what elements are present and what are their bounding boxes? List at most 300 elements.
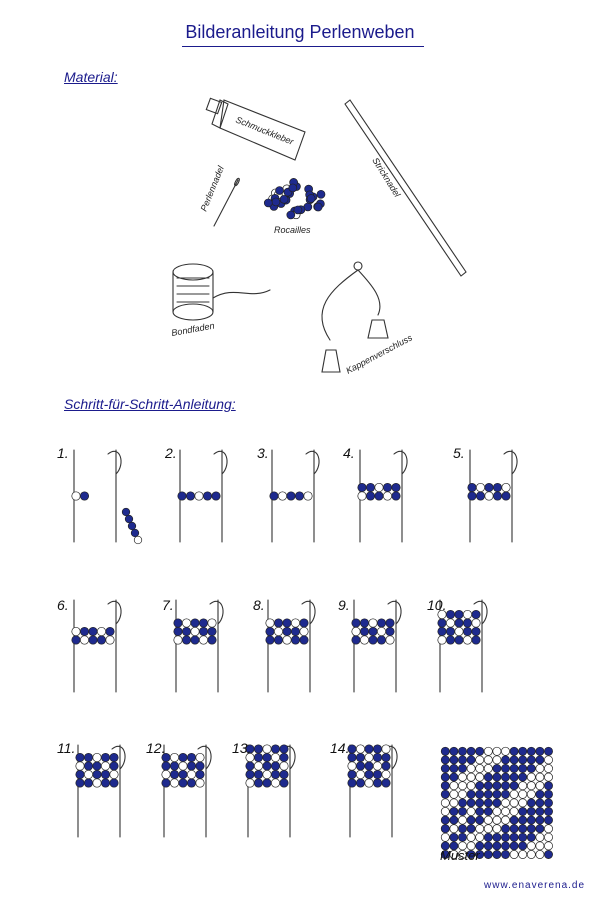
bead-icon (544, 807, 552, 815)
step-number-11: 11. (57, 740, 76, 756)
bead-icon (271, 745, 279, 753)
bead-icon (263, 762, 271, 770)
bead-icon (392, 492, 400, 500)
bead-icon (356, 753, 364, 761)
step-illustration-4 (358, 450, 407, 542)
step-number-14: 14. (330, 740, 350, 756)
bead-icon (544, 816, 552, 824)
bead-icon (463, 627, 471, 635)
bead-icon (472, 636, 480, 644)
bead-icon (510, 764, 518, 772)
bead-icon (438, 636, 446, 644)
bead-icon (463, 610, 471, 618)
bead-icon (199, 627, 207, 635)
bead-icon (383, 483, 391, 491)
bead-icon (196, 762, 204, 770)
bead-icon (179, 779, 187, 787)
bead-icon (527, 799, 535, 807)
bead-icon (467, 773, 475, 781)
bead-icon (254, 770, 262, 778)
bead-icon (501, 747, 509, 755)
bead-icon (501, 790, 509, 798)
bead-icon (392, 483, 400, 491)
bead-icon (196, 779, 204, 787)
bead-icon (493, 764, 501, 772)
bead-icon (369, 619, 377, 627)
glue-label: Schmuckkleber (234, 114, 296, 147)
bead-icon (93, 753, 101, 761)
bead-icon (182, 627, 190, 635)
bead-icon (544, 842, 552, 850)
bead-icon (536, 756, 544, 764)
bead-icon (484, 782, 492, 790)
bead-icon (110, 770, 118, 778)
bead-icon (450, 790, 458, 798)
bead-icon (375, 492, 383, 500)
bead-icon (283, 619, 291, 627)
bead-icon (501, 842, 509, 850)
bead-icon (264, 199, 272, 207)
bead-icon (493, 483, 501, 491)
bead-icon (134, 536, 142, 544)
knitting-needle-label: Stricknadel (370, 155, 403, 199)
bead-icon (501, 782, 509, 790)
bead-icon (493, 747, 501, 755)
bead-icon (493, 773, 501, 781)
bead-icon (450, 816, 458, 824)
bead-icon (527, 790, 535, 798)
bead-icon (110, 762, 118, 770)
bead-icon (510, 747, 518, 755)
bead-icon (179, 753, 187, 761)
bead-icon (307, 195, 315, 203)
step-illustration-10 (438, 600, 487, 692)
bead-icon (76, 770, 84, 778)
step-number-8: 8. (253, 597, 265, 613)
step-illustration-1 (72, 450, 142, 544)
bead-icon (80, 636, 88, 644)
bead-icon (274, 619, 282, 627)
bead-icon (536, 807, 544, 815)
bead-icon (360, 619, 368, 627)
step-illustration-8 (266, 600, 315, 692)
bead-needle-illustration (199, 164, 241, 226)
step-illustration-13 (246, 745, 295, 837)
bead-icon (527, 842, 535, 850)
bead-icon (493, 782, 501, 790)
bead-icon (97, 627, 105, 635)
bead-icon (502, 483, 510, 491)
bead-icon (360, 636, 368, 644)
step-number-4: 4. (343, 445, 355, 461)
bead-icon (458, 790, 466, 798)
bead-icon (493, 799, 501, 807)
bead-icon (476, 492, 484, 500)
bead-icon (455, 636, 463, 644)
bead-icon (280, 762, 288, 770)
bead-icon (450, 799, 458, 807)
bead-icon (377, 627, 385, 635)
bead-icon (272, 198, 280, 206)
bead-icon (80, 492, 88, 500)
bead-icon (441, 833, 449, 841)
bead-icon (510, 782, 518, 790)
bead-icon (383, 492, 391, 500)
bead-icon (128, 522, 136, 530)
bead-icon (187, 762, 195, 770)
bead-icon (527, 773, 535, 781)
bead-icon (76, 753, 84, 761)
bead-icon (254, 745, 262, 753)
bead-icon (80, 627, 88, 635)
bead-icon (72, 627, 80, 635)
bead-icon (348, 770, 356, 778)
bead-icon (356, 745, 364, 753)
bead-icon (375, 483, 383, 491)
bead-icon (441, 825, 449, 833)
bead-icon (476, 756, 484, 764)
bead-icon (356, 779, 364, 787)
bead-icon (519, 764, 527, 772)
bead-icon (89, 636, 97, 644)
footer-url: www.enaverena.de (484, 880, 586, 891)
thread-spool-illustration (171, 264, 270, 338)
bead-icon (458, 825, 466, 833)
bead-icon (510, 833, 518, 841)
bead-icon (263, 753, 271, 761)
bead-icon (254, 762, 262, 770)
bead-icon (280, 195, 288, 203)
bead-icon (246, 779, 254, 787)
bead-icon (441, 799, 449, 807)
bead-icon (162, 762, 170, 770)
bead-icon (536, 842, 544, 850)
bead-icon (519, 773, 527, 781)
bead-icon (373, 753, 381, 761)
bead-icon (110, 753, 118, 761)
bead-icon (291, 619, 299, 627)
bead-icon (382, 745, 390, 753)
bead-icon (463, 619, 471, 627)
bead-icon (263, 779, 271, 787)
bead-icon (450, 782, 458, 790)
bead-icon (356, 762, 364, 770)
bead-icon (84, 779, 92, 787)
bead-icon (510, 756, 518, 764)
bead-icon (527, 764, 535, 772)
bead-icon (544, 756, 552, 764)
bead-icon (458, 782, 466, 790)
bead-icon (458, 764, 466, 772)
bead-icon (179, 770, 187, 778)
bead-icon (366, 492, 374, 500)
bead-icon (476, 747, 484, 755)
bead-icon (195, 492, 203, 500)
bead-icon (270, 492, 278, 500)
bead-icon (450, 825, 458, 833)
bead-icon (441, 773, 449, 781)
bead-icon (377, 636, 385, 644)
step-illustration-11 (76, 745, 125, 837)
bead-icon (493, 833, 501, 841)
bead-icon (476, 833, 484, 841)
bead-icon (467, 825, 475, 833)
bead-icon (208, 619, 216, 627)
bead-icon (527, 782, 535, 790)
bead-icon (501, 825, 509, 833)
bead-icon (287, 211, 295, 219)
step-number-9: 9. (338, 597, 350, 613)
bead-icon (544, 773, 552, 781)
bead-icon (519, 816, 527, 824)
bead-icon (450, 764, 458, 772)
bead-icon (484, 747, 492, 755)
bead-icon (179, 762, 187, 770)
bead-icon (271, 770, 279, 778)
bead-icon (501, 799, 509, 807)
bead-icon (476, 816, 484, 824)
bead-icon (317, 190, 325, 198)
bead-icon (289, 184, 297, 192)
bead-icon (89, 627, 97, 635)
bead-icon (467, 764, 475, 772)
glue-tube-illustration (206, 98, 305, 160)
bead-icon (476, 807, 484, 815)
bead-icon (352, 636, 360, 644)
step-illustration-12 (162, 745, 211, 837)
bead-icon (450, 833, 458, 841)
bead-icon (510, 816, 518, 824)
bead-icon (544, 764, 552, 772)
bead-icon (271, 753, 279, 761)
bead-icon (467, 807, 475, 815)
bead-icon (280, 745, 288, 753)
bead-icon (536, 782, 544, 790)
bead-icon (493, 816, 501, 824)
bead-icon (455, 627, 463, 635)
bead-icon (527, 816, 535, 824)
bead-icon (348, 762, 356, 770)
bead-icon (373, 745, 381, 753)
beads-label: Rocailles (274, 225, 311, 235)
step-number-2: 2. (165, 445, 177, 461)
bead-icon (519, 850, 527, 858)
bead-icon (493, 790, 501, 798)
bead-icon (536, 825, 544, 833)
bead-icon (467, 747, 475, 755)
bead-icon (501, 816, 509, 824)
bead-icon (348, 779, 356, 787)
bead-icon (484, 850, 492, 858)
bead-icon (458, 756, 466, 764)
bead-icon (476, 799, 484, 807)
bead-icon (101, 770, 109, 778)
bead-icon (458, 807, 466, 815)
bead-icon (519, 782, 527, 790)
bead-icon (93, 762, 101, 770)
pattern-label: Muster (440, 848, 480, 863)
bead-icon (170, 779, 178, 787)
bead-icon (186, 492, 194, 500)
bead-icon (162, 779, 170, 787)
bead-icon (266, 636, 274, 644)
bead-icon (536, 790, 544, 798)
needle-label: Perlennadel (198, 164, 226, 213)
bead-icon (274, 627, 282, 635)
bead-icon (510, 850, 518, 858)
bead-icon (510, 825, 518, 833)
bead-icon (300, 627, 308, 635)
bead-icon (484, 799, 492, 807)
bead-icon (170, 770, 178, 778)
bead-icon (283, 627, 291, 635)
bead-icon (510, 842, 518, 850)
bead-icon (360, 627, 368, 635)
bead-icon (441, 790, 449, 798)
bead-icon (101, 753, 109, 761)
bead-icon (266, 627, 274, 635)
step-number-7: 7. (162, 597, 174, 613)
bead-icon (208, 627, 216, 635)
bead-icon (294, 206, 302, 214)
bead-icon (196, 753, 204, 761)
step-number-1: 1. (57, 445, 69, 461)
bead-icon (536, 850, 544, 858)
bead-icon (441, 807, 449, 815)
bead-icon (476, 825, 484, 833)
bead-icon (182, 619, 190, 627)
bead-icon (501, 833, 509, 841)
bead-icon (536, 816, 544, 824)
bead-icon (493, 807, 501, 815)
bead-icon (122, 508, 130, 516)
bead-icon (280, 770, 288, 778)
bead-icon (84, 762, 92, 770)
bead-icon (356, 770, 364, 778)
bead-icon (484, 764, 492, 772)
bead-icon (358, 492, 366, 500)
bead-icon (287, 492, 295, 500)
bead-icon (467, 799, 475, 807)
step-illustration-6 (72, 600, 121, 692)
bead-icon (458, 833, 466, 841)
bead-icon (203, 492, 211, 500)
bead-icon (476, 773, 484, 781)
bead-icon (187, 770, 195, 778)
bead-icon (276, 187, 284, 195)
bead-icon (527, 747, 535, 755)
bead-icon (441, 764, 449, 772)
bead-icon (484, 773, 492, 781)
bead-icon (300, 619, 308, 627)
bead-icon (450, 756, 458, 764)
bead-icon (458, 816, 466, 824)
bead-icon (467, 816, 475, 824)
step-illustration-3 (270, 450, 319, 542)
bead-icon (191, 636, 199, 644)
bead-icon (501, 756, 509, 764)
step-illustration-2 (178, 450, 227, 542)
bead-icon (519, 833, 527, 841)
bead-icon (484, 833, 492, 841)
bead-icon (527, 833, 535, 841)
page-title: Bilderanleitung Perlenweben (185, 22, 415, 42)
bead-icon (450, 747, 458, 755)
bead-icon (187, 753, 195, 761)
step-illustration-9 (352, 600, 401, 692)
bead-icon (131, 529, 139, 537)
bead-icon (208, 636, 216, 644)
bead-icon (476, 483, 484, 491)
bead-icon (536, 747, 544, 755)
bead-icon (544, 825, 552, 833)
bead-icon (463, 636, 471, 644)
material-heading: Material: (64, 69, 118, 85)
bead-icon (199, 619, 207, 627)
bead-icon (382, 753, 390, 761)
bead-icon (536, 833, 544, 841)
bead-icon (510, 807, 518, 815)
bead-icon (536, 799, 544, 807)
bead-icon (295, 492, 303, 500)
bead-icon (170, 753, 178, 761)
bead-icon (544, 782, 552, 790)
bead-icon (519, 799, 527, 807)
bead-icon (373, 779, 381, 787)
bead-icon (450, 773, 458, 781)
bead-icon (365, 753, 373, 761)
bead-icon (455, 619, 463, 627)
bead-icon (458, 747, 466, 755)
bead-icon (93, 779, 101, 787)
bead-icon (438, 619, 446, 627)
bead-icon (472, 619, 480, 627)
bead-icon (382, 779, 390, 787)
bead-icon (476, 790, 484, 798)
bead-icon (386, 619, 394, 627)
bead-icon (450, 807, 458, 815)
bead-icon (246, 762, 254, 770)
bead-icon (446, 619, 454, 627)
bead-icon (76, 779, 84, 787)
bead-icon (484, 756, 492, 764)
bead-icon (510, 799, 518, 807)
bead-icon (170, 762, 178, 770)
bead-icon (455, 610, 463, 618)
bead-icon (291, 636, 299, 644)
bead-icon (382, 770, 390, 778)
bead-icon (484, 816, 492, 824)
bead-icon (174, 619, 182, 627)
bead-icon (501, 773, 509, 781)
bead-icon (271, 779, 279, 787)
steps-heading: Schritt-für-Schritt-Anleitung: (64, 396, 236, 412)
bead-icon (501, 807, 509, 815)
bead-icon (501, 850, 509, 858)
bead-icon (519, 756, 527, 764)
bead-icon (254, 753, 262, 761)
bead-icon (484, 807, 492, 815)
bead-icon (446, 636, 454, 644)
bead-icon (484, 842, 492, 850)
bead-icon (93, 770, 101, 778)
bead-icon (519, 790, 527, 798)
bead-icon (72, 492, 80, 500)
bead-icon (467, 790, 475, 798)
bead-icon (106, 636, 114, 644)
bead-icon (484, 790, 492, 798)
bead-icon (446, 627, 454, 635)
